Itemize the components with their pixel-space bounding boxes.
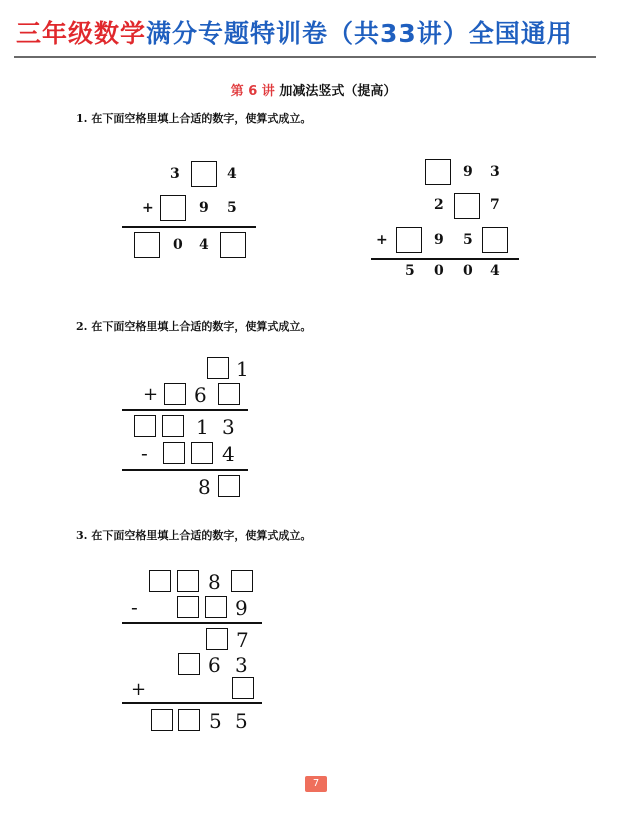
- digit: 1: [236, 357, 249, 381]
- digit: 3: [490, 164, 500, 180]
- blank-box[interactable]: [218, 383, 240, 405]
- digit: 9: [434, 232, 444, 248]
- page-number: 7: [312, 778, 320, 789]
- series-title-rest: 满分专题特训卷（共33讲）全国通用: [146, 19, 573, 48]
- blank-box[interactable]: [220, 232, 246, 258]
- blank-box[interactable]: [163, 442, 185, 464]
- plus-sign: +: [142, 200, 154, 216]
- sum-line: [122, 409, 248, 411]
- digit: 9: [235, 596, 248, 620]
- blank-box[interactable]: [151, 709, 173, 731]
- digit: 4: [222, 442, 235, 466]
- digit: 2: [434, 197, 444, 213]
- page-number-badge: [305, 776, 327, 792]
- header-divider: [14, 56, 596, 58]
- digit: 5: [405, 263, 415, 279]
- digit: 5: [227, 200, 237, 216]
- digit: 0: [173, 237, 183, 253]
- digit: 4: [199, 237, 209, 253]
- blank-box[interactable]: [207, 357, 229, 379]
- blank-box[interactable]: [149, 570, 171, 592]
- blank-box[interactable]: [162, 415, 184, 437]
- question-1: [76, 110, 311, 126]
- blank-box[interactable]: [482, 227, 508, 253]
- blank-box[interactable]: [231, 570, 253, 592]
- blank-box[interactable]: [218, 475, 240, 497]
- minus-sign: -: [131, 595, 138, 619]
- digit: 5: [463, 232, 473, 248]
- question-instruction: 在下面空格里填上合适的数字，使算式成立。: [91, 320, 312, 333]
- question-number: 2.: [76, 320, 88, 333]
- digit: 4: [227, 166, 237, 182]
- digit: 8: [198, 475, 211, 499]
- blank-box[interactable]: [134, 232, 160, 258]
- digit: 3: [235, 653, 248, 677]
- digit: 6: [194, 383, 207, 407]
- digit: 5: [235, 709, 248, 733]
- lesson-topic: 加减法竖式（提高）: [279, 84, 397, 99]
- minus-sign: -: [141, 441, 148, 465]
- lesson-title: [0, 80, 627, 99]
- digit: 9: [199, 200, 209, 216]
- blank-box[interactable]: [191, 442, 213, 464]
- blank-box[interactable]: [454, 193, 480, 219]
- digit: 7: [236, 628, 249, 652]
- plus-sign: +: [143, 384, 159, 405]
- digit: 3: [222, 415, 235, 439]
- digit: 1: [196, 415, 209, 439]
- digit: 8: [208, 570, 221, 594]
- blank-box[interactable]: [206, 628, 228, 650]
- digit: 6: [208, 653, 221, 677]
- blank-box[interactable]: [177, 596, 199, 618]
- blank-box[interactable]: [178, 709, 200, 731]
- sum-line: [122, 226, 256, 228]
- difference-line: [122, 469, 248, 471]
- series-title-grade: 三年级数学: [16, 19, 147, 48]
- digit: 5: [209, 709, 222, 733]
- plus-sign: +: [131, 679, 147, 700]
- sum-line: [371, 258, 519, 260]
- blank-box[interactable]: [232, 677, 254, 699]
- question-number: 1.: [76, 112, 88, 125]
- blank-box[interactable]: [396, 227, 422, 253]
- digit: 9: [463, 164, 473, 180]
- blank-box[interactable]: [177, 570, 199, 592]
- question-number: 3.: [76, 529, 88, 542]
- plus-sign: +: [376, 232, 388, 248]
- blank-box[interactable]: [160, 195, 186, 221]
- digit: 4: [490, 263, 500, 279]
- question-instruction: 在下面空格里填上合适的数字，使算式成立。: [91, 529, 312, 542]
- blank-box[interactable]: [425, 159, 451, 185]
- sum-line: [122, 702, 262, 704]
- question-instruction: 在下面空格里填上合适的数字，使算式成立。: [91, 112, 312, 125]
- question-2: [76, 318, 311, 334]
- digit: 3: [170, 166, 180, 182]
- difference-line: [122, 622, 262, 624]
- question-3: [76, 527, 311, 543]
- blank-box[interactable]: [191, 161, 217, 187]
- digit: 7: [490, 197, 500, 213]
- digit: 0: [463, 263, 473, 279]
- digit: 0: [434, 263, 444, 279]
- blank-box[interactable]: [164, 383, 186, 405]
- series-title: [16, 14, 573, 50]
- blank-box[interactable]: [178, 653, 200, 675]
- lesson-number: 第 6 讲: [230, 84, 275, 99]
- blank-box[interactable]: [205, 596, 227, 618]
- blank-box[interactable]: [134, 415, 156, 437]
